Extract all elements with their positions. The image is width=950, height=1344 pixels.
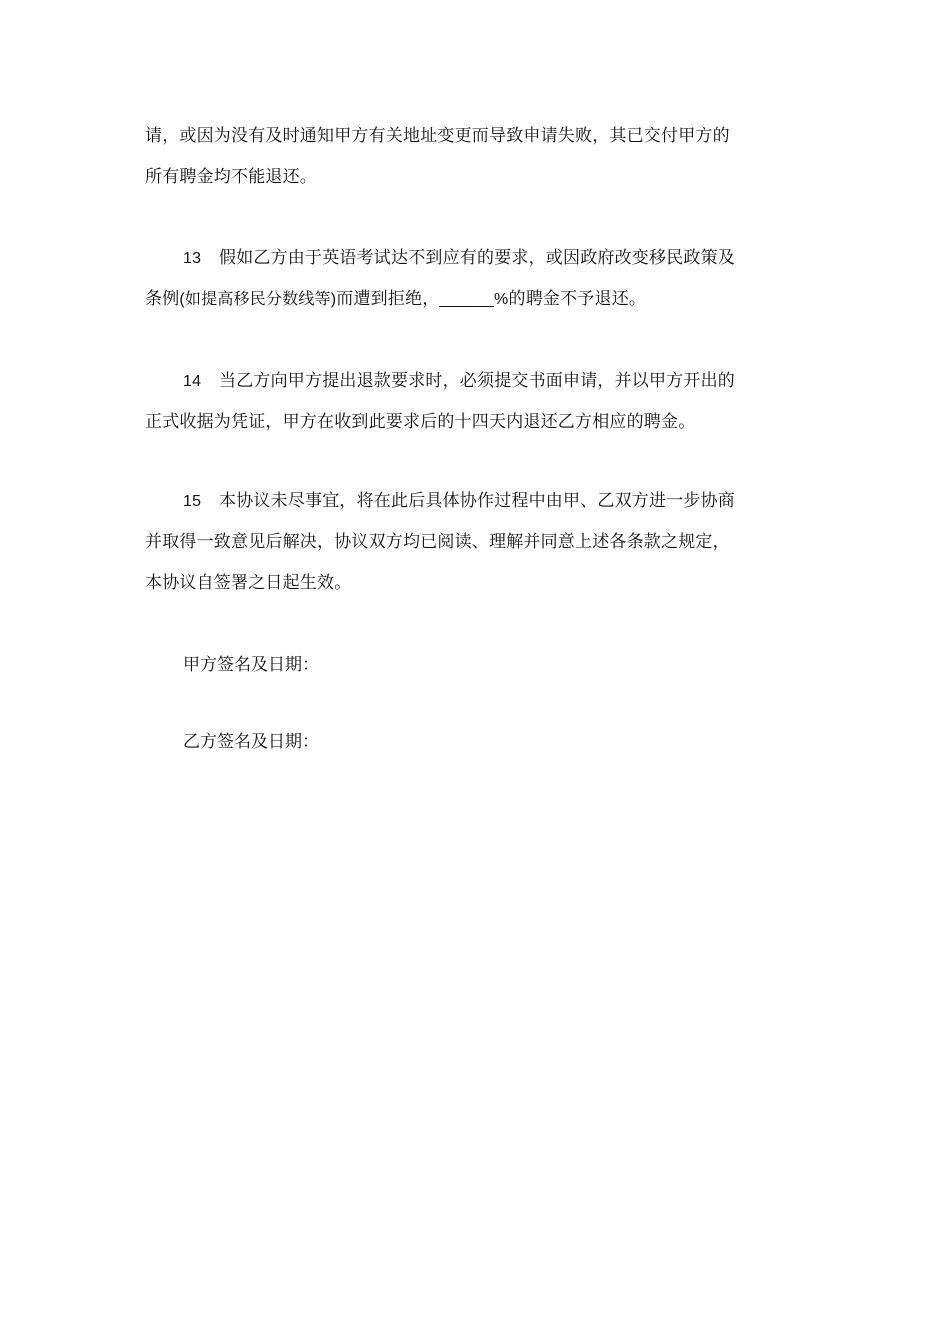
continuation-line-1: 请，或因为没有及时通知甲方有关地址变更而导致申请失败，其已交付甲方的 [145, 126, 730, 146]
clause-14-text-1: 当乙方向甲方提出退款要求时，必须提交书面申请，并以甲方开出的 [219, 371, 735, 391]
clause-13-text-2b: (如提高移民分数线等) [179, 291, 337, 308]
clause-13-line-2 [145, 279, 805, 320]
continuation-paragraph [145, 116, 805, 198]
clause-14-number: 14 [183, 373, 202, 390]
clause-14-line-1 [145, 361, 805, 402]
clause-13-number: 13 [183, 250, 202, 267]
clause-13-text-2d: 的聘金不予退还。 [508, 289, 647, 309]
clause-14 [145, 361, 805, 443]
party-a-signature-label: 甲方签名及日期： [183, 655, 319, 675]
clause-14-line-2: 正式收据为凭证，甲方在收到此要求后的十四天内退还乙方相应的聘金。 [145, 412, 696, 432]
clause-13-text-2c: 而遭到拒绝， [336, 289, 440, 309]
clause-15-line-3: 本协议自签署之日起生效。 [145, 573, 352, 593]
party-b-signature-label: 乙方签名及日期： [183, 732, 319, 752]
clause-13-line-1 [145, 238, 805, 279]
clause-13-text-1: 假如乙方由于英语考试达不到应有的要求，或因政府改变移民政策及 [219, 248, 735, 268]
clause-15-line-2: 并取得一致意见后解决，协议双方均已阅读、理解并同意上述各条款之规定， [145, 532, 730, 552]
continuation-line-2: 所有聘金均不能退还。 [145, 167, 317, 187]
clause-13-percent-blank: ______% [439, 291, 509, 308]
clause-15-number: 15 [183, 493, 202, 510]
clause-13 [145, 238, 805, 320]
clause-15-text-1: 本协议未尽事宜，将在此后具体协作过程中由甲、乙双方进一步协商 [219, 491, 735, 511]
clause-13-text-2a: 条例 [145, 289, 180, 309]
clause-15-line-1 [145, 481, 805, 522]
clause-15 [145, 481, 805, 604]
